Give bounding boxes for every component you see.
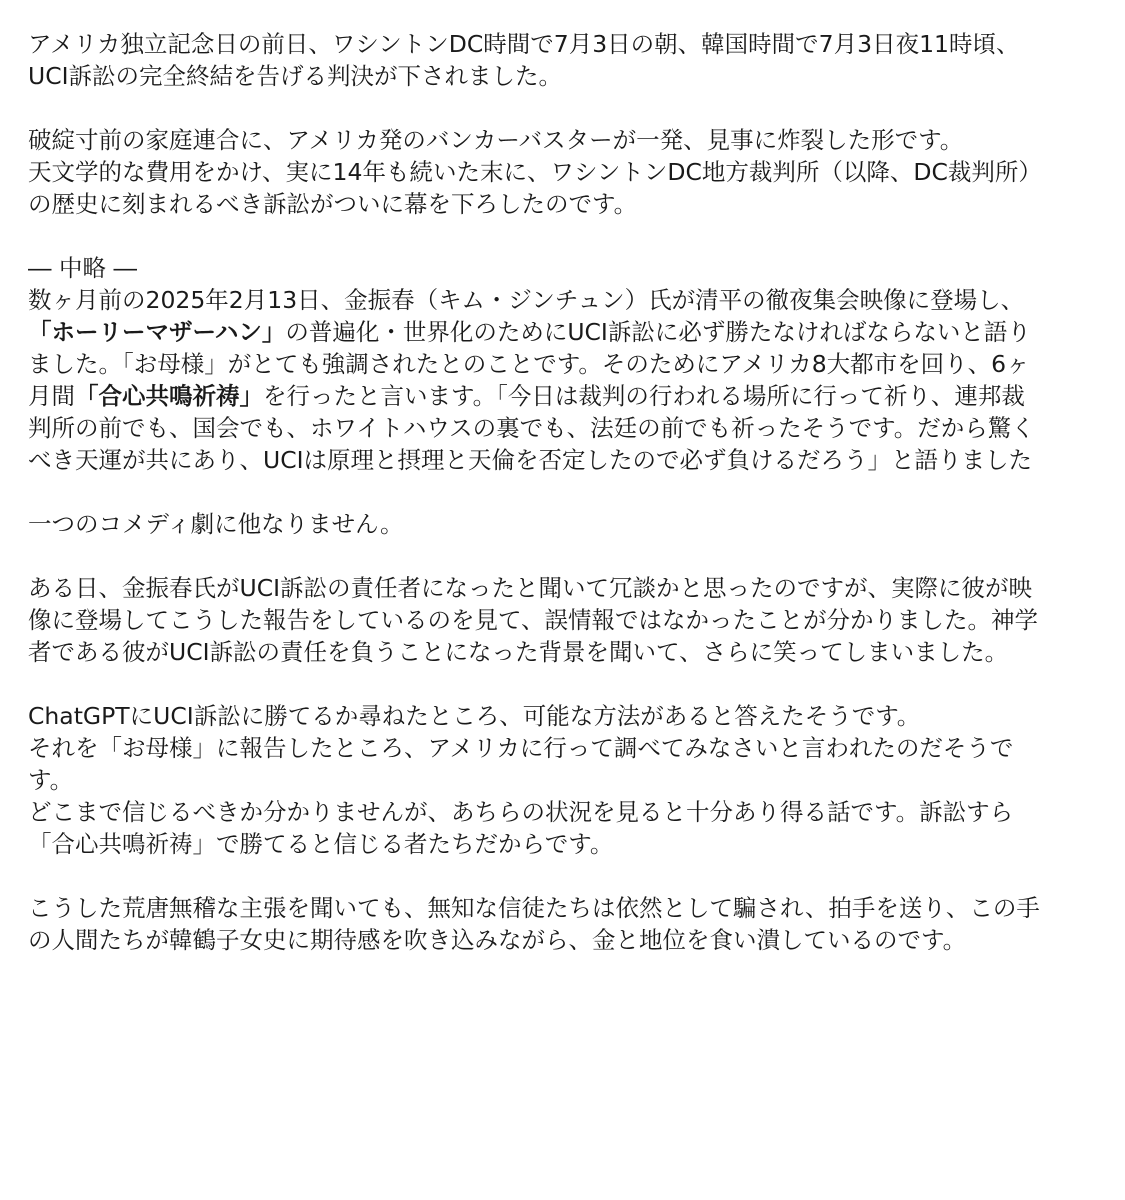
paragraph — [28, 892, 1097, 956]
text-segment: 破綻寸前の家庭連合に、アメリカ発のバンカーバスターが一発、見事に炸裂した形です。 — [28, 126, 964, 154]
text-segment: ある日、金振春氏がUCI訴訟の責任者になったと聞いて冗談かと思ったのですが、実際に彼が映 — [28, 574, 1033, 602]
text-line — [28, 924, 1097, 956]
text-line — [28, 508, 1097, 540]
text-segment: アメリカ独立記念日の前日、ワシントンDC時間で7月3日の朝、韓国時間で7月3日夜11時頃、 — [28, 30, 1020, 58]
text-line — [28, 316, 1097, 348]
text-line — [28, 828, 1097, 860]
paragraph-gap — [28, 540, 1097, 572]
text-segment: 判所の前でも、国会でも、ホワイトハウスの裏でも、法廷の前でも祈ったそうです。だから驚く — [28, 414, 1035, 442]
text-segment: 天文学的な費用をかけ、実に14年も続いた末に、ワシントンDC地方裁判所（以降、DC裁判所） — [28, 158, 1042, 186]
text-segment: 数ヶ月前の2025年2月13日、金振春（キム・ジンチュン）氏が清平の徹夜集会映像に登場し、 — [28, 286, 1025, 314]
text-line — [28, 764, 1097, 796]
emphasized-text: 「合心共鳴祈祷」 — [75, 382, 263, 410]
paragraph — [28, 252, 1097, 476]
text-segment: ChatGPTにUCI訴訟に勝てるか尋ねたところ、可能な方法があると答えたそうです。 — [28, 702, 921, 730]
text-segment: す。 — [28, 766, 74, 794]
text-line — [28, 124, 1097, 156]
paragraph-gap — [28, 92, 1097, 124]
text-line — [28, 636, 1097, 668]
text-line — [28, 700, 1097, 732]
text-segment: の歴史に刻まれるべき訴訟がついに幕を下ろしたのです。 — [28, 190, 638, 218]
text-line — [28, 156, 1097, 188]
text-line — [28, 444, 1097, 476]
paragraph-gap — [28, 668, 1097, 700]
text-segment: 者である彼がUCI訴訟の責任を負うことになった背景を聞いて、さらに笑ってしまいました。 — [28, 638, 1009, 666]
paragraph — [28, 124, 1097, 220]
text-segment: の人間たちが韓鶴子女史に期待感を吹き込みながら、金と地位を食い潰しているのです。 — [28, 926, 967, 954]
text-line — [28, 252, 1097, 284]
text-line — [28, 380, 1097, 412]
text-segment: 「合心共鳴祈祷」で勝てると信じる者たちだからです。 — [28, 830, 614, 858]
paragraph — [28, 572, 1097, 668]
text-line — [28, 28, 1097, 60]
text-line — [28, 796, 1097, 828]
text-segment: ました。「お母様」がとても強調されたとのことです。そのためにアメリカ8大都市を回り、6ヶ — [28, 350, 1030, 378]
text-segment: どこまで信じるべきか分かりませんが、あちらの状況を見ると十分あり得る話です。訴訟すら — [28, 798, 1014, 826]
paragraph-gap — [28, 476, 1097, 508]
paragraph — [28, 700, 1097, 860]
paragraph-gap — [28, 860, 1097, 892]
paragraph — [28, 28, 1097, 92]
text-segment: それを「お母様」に報告したところ、アメリカに行って調べてみなさいと言われたのだそうで — [28, 734, 1014, 762]
paragraph-gap — [28, 220, 1097, 252]
text-segment: UCI訴訟の完全終結を告げる判決が下されました。 — [28, 62, 563, 90]
text-line — [28, 572, 1097, 604]
text-line — [28, 412, 1097, 444]
text-segment: を行ったと言います。「今日は裁判の行われる場所に行って祈り、連邦裁 — [263, 382, 1025, 410]
text-segment: べき天運が共にあり、UCIは原理と摂理と天倫を否定したので必ず負けるだろう」と語りました — [28, 446, 1033, 474]
text-line — [28, 892, 1097, 924]
text-segment: 月間 — [28, 382, 75, 410]
text-segment: の普遍化・世界化のためにUCI訴訟に必ず勝たなければならないと語り — [285, 318, 1031, 346]
text-segment: 一つのコメディ劇に他なりません。 — [28, 510, 404, 538]
text-line — [28, 348, 1097, 380]
text-line — [28, 60, 1097, 92]
text-segment: こうした荒唐無稽な主張を聞いても、無知な信徒たちは依然として騙され、拍手を送り、この手 — [28, 894, 1040, 922]
text-line — [28, 284, 1097, 316]
text-line — [28, 732, 1097, 764]
paragraph — [28, 508, 1097, 540]
text-line — [28, 604, 1097, 636]
emphasized-text: 「ホーリーマザーハン」 — [28, 318, 286, 346]
text-segment: 像に登場してこうした報告をしているのを見て、誤情報ではなかったことが分かりました。神学 — [28, 606, 1039, 634]
text-segment: ― 中略 ― — [28, 254, 137, 282]
text-line — [28, 188, 1097, 220]
